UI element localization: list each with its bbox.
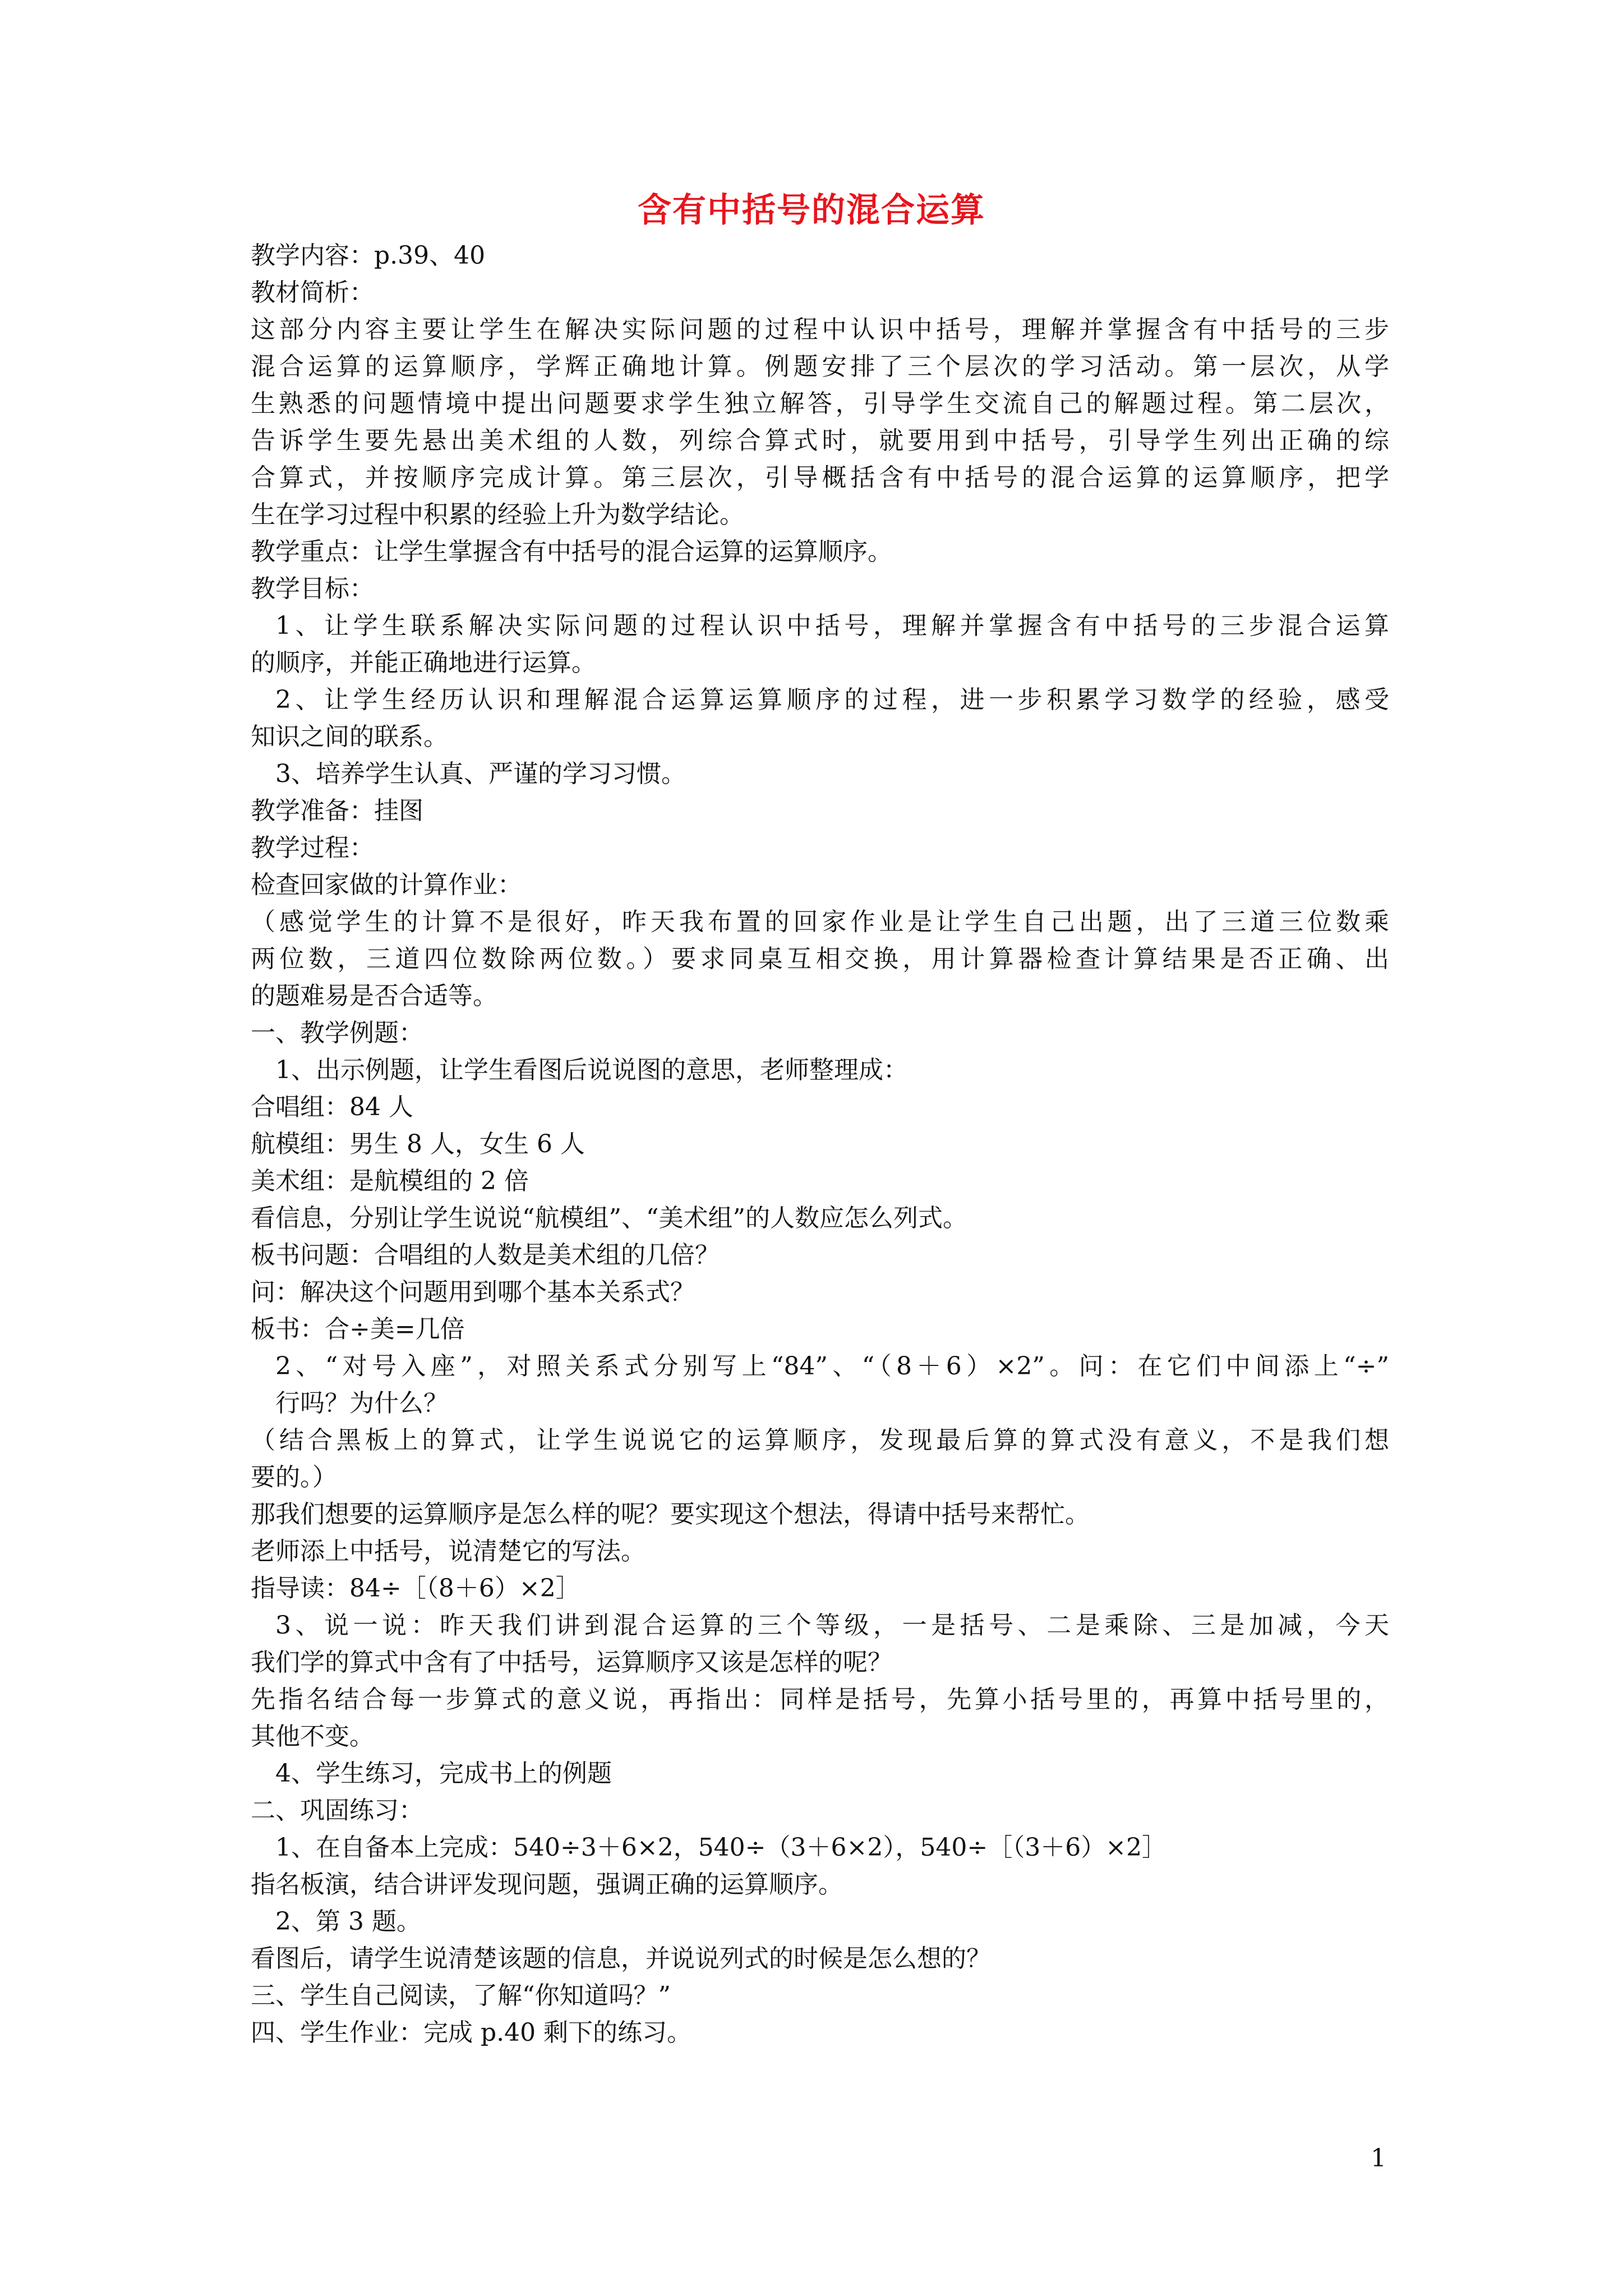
document-line: 合算式，并按顺序完成计算。第三层次，引导概括含有中括号的混合运算的运算顺序，把学: [251, 463, 1389, 492]
document-line: 教学内容：p.39、40: [251, 241, 486, 270]
document-line: 教材简析：: [251, 278, 374, 307]
document-line: 检查回家做的计算作业：: [251, 871, 522, 899]
document-line: 先指名结合每一步算式的意义说，再指出：同样是括号，先算小括号里的，再算中括号里的，: [251, 1685, 1389, 1714]
document-line: 要的。）: [251, 1463, 337, 1492]
document-line: 看图后，请学生说清楚该题的信息，并说说列式的时候是怎么想的？: [251, 1944, 991, 1973]
document-line: 航模组：男生 8 人，女生 6 人: [251, 1130, 585, 1158]
document-line: 教学目标：: [251, 574, 374, 603]
document-line: 一、教学例题：: [251, 1019, 423, 1047]
document-line: 教学重点：让学生掌握含有中括号的混合运算的运算顺序。: [251, 537, 892, 566]
document-body: [251, 237, 1389, 2051]
document-line: 两位数，三道四位数除两位数。）要求同桌互相交换，用计算器检查计算结果是否正确、出: [251, 945, 1389, 973]
document-line: 1、出示例题，让学生看图后说说图的意思，老师整理成：: [275, 1056, 908, 1084]
document-line: 2、第 3 题。: [275, 1907, 421, 1936]
document-line: 告诉学生要先悬出美术组的人数，列综合算式时，就要用到中括号，引导学生列出正确的综: [251, 426, 1389, 455]
document-line: 合唱组：84 人: [251, 1093, 413, 1121]
document-line: 我们学的算式中含有了中括号，运算顺序又该是怎样的呢？: [251, 1648, 892, 1677]
document-line: 1、让学生联系解决实际问题的过程认识中括号，理解并掌握含有中括号的三步混合运算: [275, 611, 1389, 640]
document-line: 三、学生自己阅读，了解“你知道吗？”: [251, 1981, 671, 2010]
document-line: 4、学生练习，完成书上的例题: [275, 1759, 612, 1788]
document-line: 教学过程：: [251, 834, 374, 862]
document-line: 1、在自备本上完成：540÷3＋6×2，540÷（3＋6×2），540÷［（3＋6）×2］: [275, 1833, 1167, 1862]
document-line: 3、培养学生认真、严谨的学习习惯。: [275, 760, 686, 788]
document-line: 混合运算的运算顺序，学辉正确地计算。例题安排了三个层次的学习活动。第一层次，从学: [251, 352, 1389, 381]
document-line: 生熟悉的问题情境中提出问题要求学生独立解答，引导学生交流自己的解题过程。第二层次，: [251, 389, 1389, 418]
document-line: 的顺序，并能正确地进行运算。: [251, 648, 596, 677]
document-line: 二、巩固练习：: [251, 1796, 423, 1825]
document-line: 看信息，分别让学生说说“航模组”、“美术组”的人数应怎么列式。: [251, 1204, 967, 1232]
document-line: 行吗？为什么？: [275, 1389, 448, 1418]
document-line: 老师添上中括号，说清楚它的写法。: [251, 1537, 645, 1566]
document-line: 其他不变。: [251, 1722, 374, 1751]
document-line: 板书：合÷美=几倍: [251, 1315, 465, 1343]
document-line: 2、让学生经历认识和理解混合运算运算顺序的过程，进一步积累学习数学的经验，感受: [275, 685, 1389, 714]
document-line: 2、“对号入座”，对照关系式分别写上“84”、“（8＋6）×2”。问：在它们中间添上“÷”: [275, 1352, 1389, 1381]
document-line: 问：解决这个问题用到哪个基本关系式？: [251, 1278, 695, 1306]
document-line: 教学准备：挂图: [251, 797, 423, 825]
document-line: 3、说一说：昨天我们讲到混合运算的三个等级，一是括号、二是乘除、三是加减，今天: [275, 1611, 1389, 1640]
document-line: 美术组：是航模组的 2 倍: [251, 1167, 529, 1195]
document-line: 板书问题：合唱组的人数是美术组的几倍？: [251, 1241, 720, 1269]
document-line: 的题难易是否合适等。: [251, 982, 497, 1010]
document-line: 那我们想要的运算顺序是怎么样的呢？要实现这个想法，得请中括号来帮忙。: [251, 1500, 1090, 1529]
document-line: 指名板演，结合讲评发现问题，强调正确的运算顺序。: [251, 1870, 843, 1899]
document-line: 四、学生作业：完成 p.40 剩下的练习。: [251, 2018, 692, 2047]
document-title: 含有中括号的混合运算: [638, 191, 985, 230]
document-line: 指导读：84÷［（8＋6）×2］: [251, 1574, 580, 1603]
document-line: （感觉学生的计算不是很好，昨天我布置的回家作业是让学生自己出题，出了三道三位数乘: [251, 908, 1389, 936]
document-line: （结合黑板上的算式，让学生说说它的运算顺序，发现最后算的算式没有意义，不是我们想: [251, 1426, 1389, 1455]
page-number: 1: [1371, 2144, 1386, 2173]
document-line: 知识之间的联系。: [251, 723, 448, 751]
document-line: 这部分内容主要让学生在解决实际问题的过程中认识中括号，理解并掌握含有中括号的三步: [251, 315, 1389, 344]
document-line: 生在学习过程中积累的经验上升为数学结论。: [251, 500, 744, 529]
